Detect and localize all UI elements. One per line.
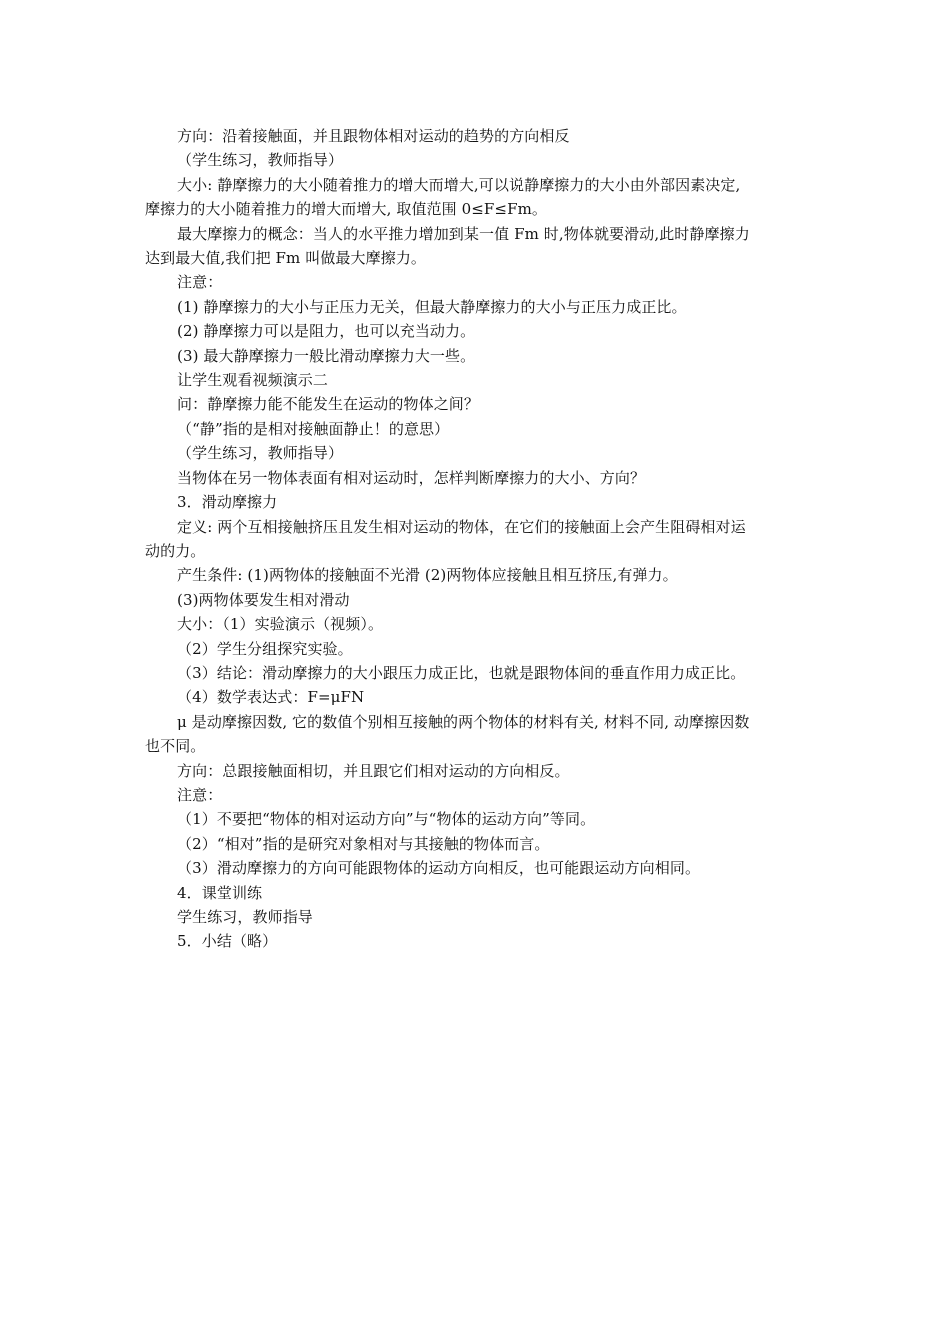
line-note-2-item-3: （3）滑动摩擦力的方向可能跟物体的运动方向相反，也可能跟运动方向相同。 [177, 859, 701, 878]
line-video-demo: 让学生观看视频演示二 [177, 371, 329, 390]
line-conditions-2: (3)两物体要发生相对滑动 [177, 590, 350, 609]
line-definition-2: 动的力。 [145, 541, 206, 560]
heading-summary: 5．小结（略） [177, 932, 278, 951]
line-magnitude-sliding-2: （2）学生分组探究实验。 [177, 639, 353, 658]
line-conditions-1: 产生条件: (1)两物体的接触面不光滑 (2)两物体应接触且相互挤压,有弹力。 [177, 566, 678, 585]
line-note-1-item-3: (3) 最大静摩擦力一般比滑动摩擦力大一些。 [177, 346, 476, 365]
line-mu-2: 也不同。 [145, 737, 206, 756]
line-note-1: 注意： [177, 273, 223, 292]
line-note-2: 注意： [177, 785, 223, 804]
line-direction-sliding: 方向：总跟接触面相切，并且跟它们相对运动的方向相反。 [177, 761, 570, 780]
line-static-meaning: （“静”指的是相对接触面静止！的意思） [177, 419, 450, 438]
line-formula: （4）数学表达式：F=μFN [177, 688, 365, 707]
line-question: 问：静摩擦力能不能发生在运动的物体之间？ [177, 395, 480, 414]
line-mu-1: μ 是动摩擦因数, 它的数值个别相互接触的两个物体的材料有关, 材料不同, 动摩擦因数 [177, 712, 750, 731]
line-student-practice-2: （学生练习，教师指导） [177, 444, 344, 463]
line-magnitude-sliding-1: 大小：（1）实验演示（视频）。 [177, 615, 384, 634]
line-conclusion: （3）结论：滑动摩擦力的大小跟压力成正比，也就是跟物体间的垂直作用力成正比。 [177, 663, 746, 682]
heading-sliding-friction: 3．滑动摩擦力 [177, 493, 278, 512]
line-max-friction-2: 达到最大值,我们把 Fm 叫做最大摩擦力。 [145, 249, 427, 268]
line-direction-static: 方向：沿着接触面，并且跟物体相对运动的趋势的方向相反 [177, 127, 570, 145]
line-note-2-item-1: （1）不要把“物体的相对运动方向”与“物体的运动方向”等同。 [177, 810, 596, 829]
line-student-practice-1: （学生练习，教师指导） [177, 151, 344, 170]
line-student-practice-3: 学生练习，教师指导 [177, 908, 313, 926]
line-magnitude-static-1: 大小: 静摩擦力的大小随着推力的增大而增大,可以说静摩擦力的大小由外部因素决定, [177, 175, 741, 194]
line-magnitude-static-2: 摩擦力的大小随着推力的增大而增大, 取值范围 0≤F≤Fm。 [145, 200, 548, 219]
heading-class-training: 4．课堂训练 [177, 883, 263, 902]
line-max-friction-1: 最大摩擦力的概念：当人的水平推力增加到某一值 Fm 时,物体就要滑动,此时静摩擦力 [177, 224, 750, 243]
line-definition-1: 定义: 两个互相接触挤压且发生相对运动的物体，在它们的接触面上会产生阻碍相对运 [177, 517, 746, 536]
line-note-2-item-2: （2）“相对”指的是研究对象相对与其接触的物体而言。 [177, 834, 550, 853]
line-relative-motion-question: 当物体在另一物体表面有相对运动时，怎样判断摩擦力的大小、方向？ [177, 468, 646, 487]
line-note-1-item-2: (2) 静摩擦力可以是阻力，也可以充当动力。 [177, 322, 476, 341]
line-note-1-item-1: (1) 静摩擦力的大小与正压力无关，但最大静摩擦力的大小与正压力成正比。 [177, 297, 687, 316]
document-body [145, 124, 810, 954]
